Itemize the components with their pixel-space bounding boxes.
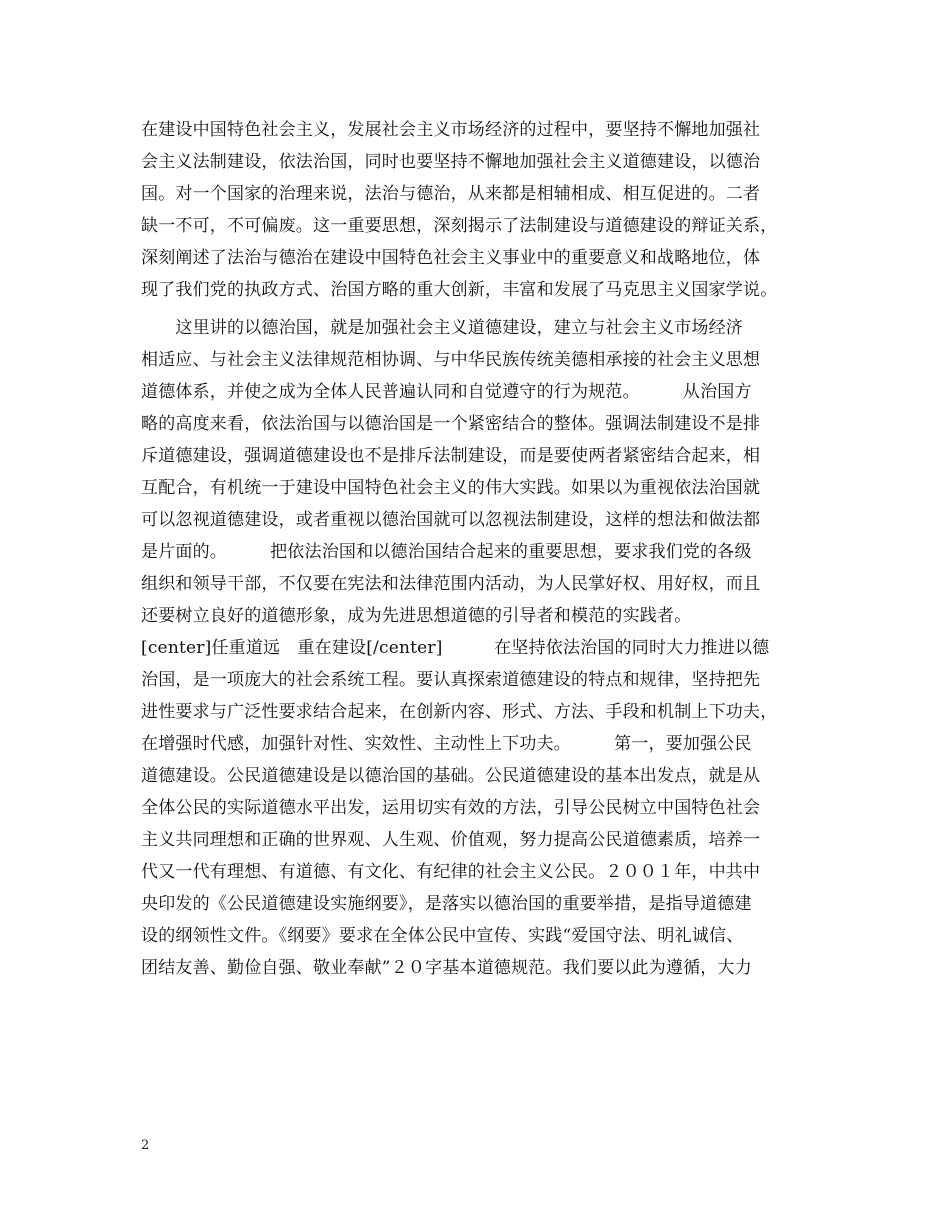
text-line: 缺一不可，不可偏废。这一重要思想，深刻揭示了法制建设与道德建设的辩证关系， <box>141 216 778 236</box>
text-line: 略的高度来看，依法治国与以德治国是一个紧密结合的整体。强调法制建设不是排 <box>141 414 761 434</box>
text-line: 是片面的。 把依法治国和以德治国结合起来的重要思想，要求我们党的各级 <box>141 542 752 562</box>
text-line: 在增强时代感，加强针对性、实效性、主动性上下功夫。 第一，要加强公民 <box>141 734 752 754</box>
text-line: 全体公民的实际道德水平出发，运用切实有效的方法，引导公民树立中国特色社会 <box>141 798 761 818</box>
text-line: 央印发的《公民道德建设实施纲要》，是落实以德治国的重要举措，是指导道德建 <box>141 894 752 914</box>
text-line: 代又一代有理想、有道德、有文化、有纪律的社会主义公民。２００１年，中共中 <box>141 862 761 882</box>
text-line: 团结友善、勤俭自强、敬业奉献”２０字基本道德规范。我们要以此为遵循，大力 <box>141 958 752 978</box>
text-line: 在建设中国特色社会主义，发展社会主义市场经济的过程中，要坚持不懈地加强社 <box>141 120 761 140</box>
text-line: 这里讲的以德治国，就是加强社会主义道德建设，建立与社会主义市场经济 <box>141 318 743 338</box>
text-line: 会主义法制建设，依法治国，同时也要坚持不懈地加强社会主义道德建设，以德治 <box>141 152 761 172</box>
text-line: 相适应、与社会主义法律规范相协调、与中华民族传统美德相承接的社会主义思想 <box>141 350 761 370</box>
text-line: 斥道德建设，强调道德建设也不是排斥法制建设，而是要使两者紧密结合起来，相 <box>141 446 761 466</box>
text-line: 互配合，有机统一于建设中国特色社会主义的伟大实践。如果以为重视依法治国就 <box>141 478 761 498</box>
text-line: 组织和领导干部，不仅要在宪法和法律范围内活动，为人民掌好权、用好权，而且 <box>141 574 761 594</box>
text-line: 主义共同理想和正确的世界观、人生观、价值观，努力提高公民道德素质，培养一 <box>141 830 761 850</box>
text-line: 现了我们党的执政方式、治国方略的重大创新，丰富和发展了马克思主义国家学说。 <box>141 280 778 300</box>
text-line: 还要树立良好的道德形象，成为先进思想道德的引导者和模范的实践者。 <box>141 606 692 626</box>
text-line: 进性要求与广泛性要求结合起来，在创新内容、形式、方法、手段和机制上下功夫， <box>141 702 778 722</box>
text-line: 深刻阐述了法治与德治在建设中国特色社会主义事业中的重要意义和战略地位，体 <box>141 248 761 268</box>
text-line: 设的纲领性文件。《纲要》要求在全体公民中宣传、实践“爱国守法、明礼诚信、 <box>141 926 744 946</box>
text-line: 道德体系，并使之成为全体人民普遍认同和自觉遵守的行为规范。 从治国方 <box>141 382 752 402</box>
text-line: [center]任重道远 重在建设[/center] 在坚持依法治国的同时大力推进以德 <box>141 638 770 658</box>
page-number: 2 <box>141 1138 150 1153</box>
text-line: 可以忽视道德建设，或者重视以德治国就可以忽视法制建设，这样的想法和做法都 <box>141 510 761 530</box>
text-line: 道德建设。公民道德建设是以德治国的基础。公民道德建设的基本出发点，就是从 <box>141 766 761 786</box>
text-line: 国。对一个国家的治理来说，法治与德治，从来都是相辅相成、相互促进的。二者 <box>141 184 761 204</box>
text-line: 治国，是一项庞大的社会系统工程。要认真探索道德建设的特点和规律，坚持把先 <box>141 670 761 690</box>
